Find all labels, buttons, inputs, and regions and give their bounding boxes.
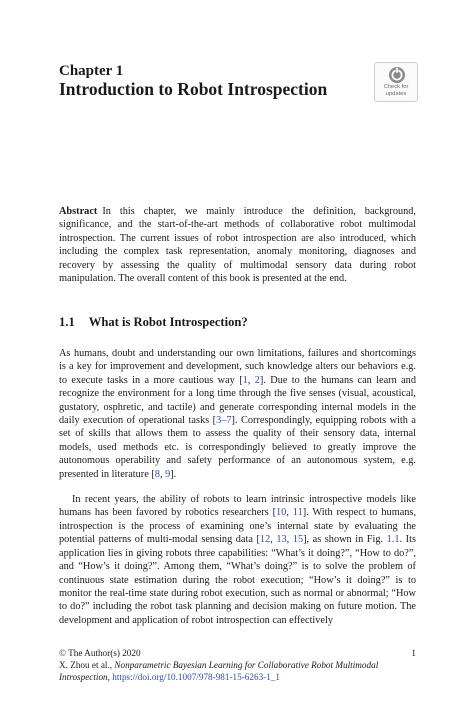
abstract-text: In this chapter, we mainly introduce the definition, background, significance, and the start-of-the-art methods of collaborative robot multimodal introspection. The current issues of robot introspection are also introduced, which including the complex task representation, anomaly monitoring, diagnoses and recovery by assessing the quality of multimodal sensory data during robot manipulation. The overall content of this book is presented at the end. xyxy=(59,206,416,285)
check-for-updates-badge[interactable] xyxy=(374,62,418,102)
citation-link[interactable]: 13 xyxy=(276,534,287,546)
citation-link[interactable]: 1 xyxy=(242,374,248,386)
text-run: , xyxy=(286,507,293,519)
chapter-title: Introduction to Robot Introspection xyxy=(59,79,328,99)
copyright: © The Author(s) 2020 xyxy=(59,648,141,658)
text-run: , xyxy=(247,374,255,386)
text-run: . Its application lies in giving robots three capabilities: “What’s it doing?”, “How to do?”, and “How’s it doing?”. Among them, “What’s doing?” is to solve the problem of continuous state estimation during the robot execution; “How’s it doing?” is to monitor the real-time state during robot execution, such as normal or abnormal; “How to do?” including the robot task planning and decision making on future motion. The development and application of robot introspection can effectively xyxy=(59,534,416,626)
citation-footer xyxy=(59,660,416,684)
footer-authors: X. Zhou et al., xyxy=(59,659,115,670)
abstract-label: Abstract xyxy=(59,206,98,217)
text-run: ]. With respect to humans, introspection is the process of examining one’s internal state by evaluating the potential patterns of multi-modal sensing data [ xyxy=(59,507,417,546)
footer-separator: , xyxy=(107,671,113,682)
text-run: , xyxy=(270,534,277,546)
citation-link[interactable]: 11 xyxy=(292,507,303,519)
badge-line-2: updates xyxy=(385,90,407,97)
citation-link[interactable]: 12 xyxy=(259,534,271,546)
section-title: What is Robot Introspection? xyxy=(88,315,248,329)
text-run: ]. xyxy=(170,468,177,480)
figure-reference-link[interactable]: 1.1 xyxy=(386,534,400,546)
footer-book-title: Nonparametric Bayesian Learning for Collaborative Robot Multimodal Introspection xyxy=(59,659,379,682)
citation-link[interactable]: 15 xyxy=(292,534,304,546)
check-for-updates-icon xyxy=(388,66,406,84)
citation-link[interactable]: 10 xyxy=(276,507,287,519)
body-text xyxy=(59,347,416,627)
section-number: 1.1 xyxy=(59,315,75,329)
page-number: 1 xyxy=(411,648,416,658)
text-run: As humans, doubt and understanding our own limitations, failures and shortcomings is a key for improvement and development, such knowledge alters our behaviors e.g. to execute tasks in a more cautious way [ xyxy=(59,348,416,386)
paragraph-2 xyxy=(59,493,416,627)
paragraph-1 xyxy=(59,347,416,481)
citation-link[interactable]: 9 xyxy=(165,468,171,480)
doi-link[interactable]: https://doi.org/10.1007/978-981-15-6263-1_1 xyxy=(112,671,281,682)
text-run: ], as shown in Fig. xyxy=(303,534,387,546)
text-run: ]. Correspondingly, equipping robots with a set of skills that allows them to assess the quality of their sensory data, internal models, used methods etc. is correspondingly believed to greatly improve the autonomous operability and safety performance of an autonomous system, e.g. presented in literature [ xyxy=(59,415,416,480)
page-footer xyxy=(59,648,416,683)
badge-line-1: Check for xyxy=(383,84,409,90)
citation-link[interactable]: 8 xyxy=(154,468,160,480)
text-run: , xyxy=(159,468,166,480)
text-run: In recent years, the ability of robots to learn intrinsic introspective models like humans has been favored by robotics researchers [ xyxy=(59,494,416,519)
abstract xyxy=(59,205,416,285)
section-heading xyxy=(59,314,248,330)
text-run: ]. Due to the humans can learn and recognize the environment for a long time through the five senses (visual, acoustical, gustatory, osphretic, and tactile) and generate corresponding internal models in the daily execution of operational tasks [ xyxy=(59,374,416,427)
chapter-label: Chapter 1 xyxy=(59,63,124,79)
citation-link[interactable]: 3–7 xyxy=(216,415,232,427)
text-run: , xyxy=(286,534,293,546)
citation-link[interactable]: 2 xyxy=(254,374,260,386)
